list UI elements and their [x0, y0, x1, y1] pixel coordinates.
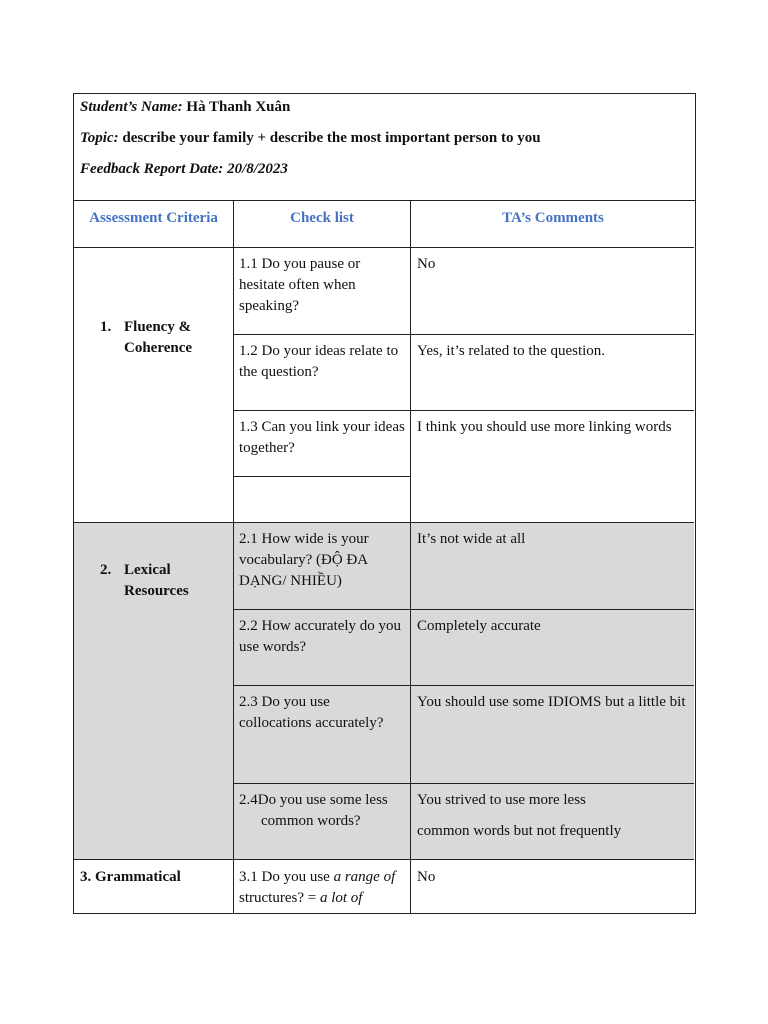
- column-header-checklist: Check list: [290, 210, 354, 226]
- checklist-item-1-2: 1.2 Do your ideas relate to the question?: [239, 343, 399, 380]
- criteria-lexical-line2: Resources: [124, 583, 189, 599]
- criteria-fluency-line1: Fluency &: [124, 319, 192, 335]
- row-divider: [233, 334, 694, 335]
- criteria-fluency: [100, 317, 230, 359]
- criteria-fluency-number: 1.: [100, 319, 112, 335]
- checklist-item-2-4: [233, 784, 411, 838]
- topic-value: describe your family + describe the most important person to you: [122, 130, 541, 146]
- criteria-lexical-line1: Lexical: [124, 562, 171, 578]
- row-divider: [74, 247, 694, 248]
- checklist-item-2-1: 2.1 How wide is your vocabulary? (ĐỘ ĐA DẠNG/ NHIỀU): [239, 531, 369, 589]
- topic-line: [80, 131, 689, 162]
- checklist-item-2-4-line1: Do you use some less: [257, 792, 388, 808]
- checklist-item-1-1: 1.1 Do you pause or hesitate often when speaking?: [239, 256, 361, 314]
- checklist-item-3-1-d: a lot of: [319, 890, 363, 906]
- comment-3-1: No: [417, 869, 436, 885]
- checklist-item-3-1-b: a range of: [333, 869, 396, 885]
- student-name-line: [80, 100, 689, 131]
- comment-2-4: [411, 784, 695, 853]
- checklist-item-1-3: 1.3 Can you link your ideas together?: [239, 419, 405, 456]
- column-divider: [410, 201, 411, 913]
- criteria-lexical: [100, 560, 230, 602]
- column-divider: [233, 201, 234, 913]
- report-header: [74, 94, 695, 201]
- comment-1-3: I think you should use more linking words: [417, 419, 672, 435]
- date-value: 20/8/2023: [227, 161, 288, 177]
- checklist-item-2-2: 2.2 How accurately do you use words?: [239, 618, 402, 655]
- student-name-label: Student’s Name:: [80, 99, 183, 115]
- feedback-report: [73, 93, 696, 914]
- checklist-item-3-1-a: 3.1 Do you use: [239, 869, 334, 885]
- comment-2-1: It’s not wide at all: [417, 531, 526, 547]
- comment-2-4-line2: common words but not frequently: [417, 823, 622, 839]
- date-label: Feedback Report Date:: [80, 161, 224, 177]
- column-header-criteria: Assessment Criteria: [89, 210, 218, 226]
- comment-2-3: You should use some IDIOMS but a little bit: [417, 694, 686, 710]
- comment-2-2: Completely accurate: [417, 618, 541, 634]
- checklist-item-2-3: 2.3 Do you use collocations accurately?: [239, 694, 384, 731]
- checklist-item-3-1: [233, 861, 411, 915]
- row-divider: [233, 410, 694, 411]
- column-header-comments: TA’s Comments: [502, 210, 604, 226]
- comment-2-4-line1: You strived to use more less: [417, 792, 586, 808]
- checklist-item-3-1-c: structures? =: [239, 890, 320, 906]
- row-divider: [74, 522, 694, 523]
- topic-label: Topic:: [80, 130, 119, 146]
- checklist-item-2-4-number: 2.4: [239, 792, 258, 808]
- row-divider: [233, 609, 694, 610]
- row-divider: [74, 859, 694, 860]
- checklist-item-2-4-line2: common words?: [261, 813, 361, 829]
- student-name-value: Hà Thanh Xuân: [186, 99, 291, 115]
- comment-1-1: No: [417, 256, 436, 272]
- criteria-lexical-number: 2.: [100, 562, 112, 578]
- row-divider: [233, 783, 694, 784]
- row-divider: [233, 685, 694, 686]
- date-line: [80, 162, 689, 193]
- comment-1-2: Yes, it’s related to the question.: [417, 343, 606, 359]
- criteria-grammatical: 3. Grammatical: [80, 869, 181, 885]
- criteria-fluency-line2: Coherence: [124, 340, 193, 356]
- row-divider: [233, 476, 411, 477]
